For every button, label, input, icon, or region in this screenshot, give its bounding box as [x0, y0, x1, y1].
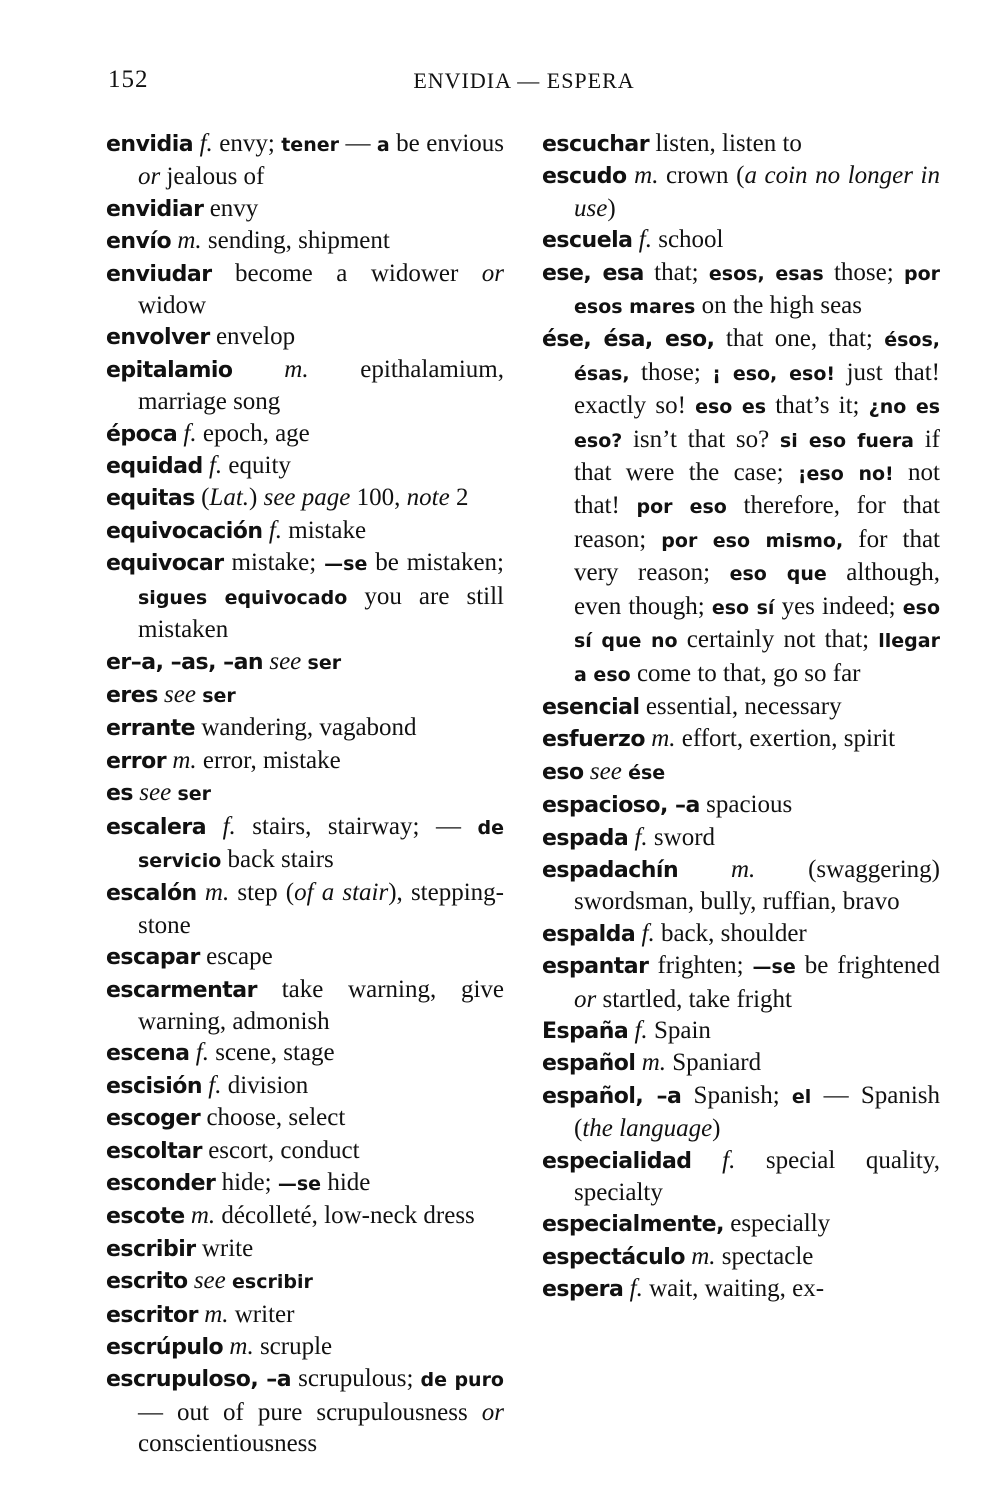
dictionary-entry [106, 777, 504, 810]
entry-headword: espectáculo [542, 1244, 685, 1270]
definition-text: back stairs [221, 845, 334, 873]
entry-headword: especialmente, [542, 1212, 724, 1238]
grammar-label: m. [177, 227, 202, 255]
dictionary-entry [106, 354, 504, 418]
phrase-term: —se [277, 1173, 322, 1195]
grammar-label: f. [638, 226, 652, 254]
grammar-label: the language [582, 1115, 713, 1143]
definition-text: envelop [209, 323, 296, 351]
definition-text: back, shoulder [654, 919, 807, 947]
definition-text: ) [712, 1115, 721, 1143]
definition-text: you are still mistaken [138, 582, 504, 644]
grammar-label: f. [268, 516, 283, 544]
dictionary-entry [542, 918, 940, 950]
definition-text: division [221, 1071, 309, 1099]
dictionary-entry [106, 1363, 504, 1459]
entry-headword: escisión [106, 1073, 203, 1099]
entry-headword: escalera [106, 814, 207, 840]
phrase-term: ¡eso no! [797, 463, 894, 486]
definition-text: conscientiousness [138, 1430, 318, 1458]
entry-headword: equitas [106, 486, 195, 512]
entry-headword: escarmentar [106, 977, 257, 1003]
definition-text: be envious [389, 130, 504, 157]
entry-headword: época [106, 421, 178, 447]
definition-text: become a widower [211, 259, 482, 287]
dictionary-entry [542, 822, 940, 854]
phrase-term: llegar a eso [574, 630, 940, 686]
phrase-term: ser [177, 783, 212, 806]
definition-text: epithalamium, marriage song [138, 355, 505, 416]
definition-text: — [338, 130, 377, 157]
dictionary-entry [106, 1102, 504, 1134]
definition-text: that’s it; [766, 392, 869, 420]
definition-text: that; [643, 258, 709, 286]
entry-headword: es [106, 781, 134, 807]
entry-headword: espada [542, 825, 629, 851]
grammar-label: see [193, 1267, 226, 1295]
definition-text [206, 813, 223, 840]
phrase-term: ése [628, 761, 666, 784]
definition-text: widow [138, 292, 207, 320]
dictionary-entry [542, 160, 940, 224]
definition-text: scrupulous; [291, 1365, 421, 1393]
grammar-label: m. [691, 1242, 716, 1270]
phrase-term: ¡ eso, eso! [712, 362, 836, 385]
dictionary-entry [106, 941, 504, 973]
grammar-label: f. [208, 452, 223, 480]
definition-text: ) [607, 194, 616, 222]
grammar-label: m. [634, 162, 659, 190]
running-title: ENVIDIA — ESPERA [413, 68, 635, 93]
definition-text: isn’t that so? [622, 425, 780, 453]
definition-text: jealous of [160, 163, 265, 191]
definition-text: step ( [229, 879, 295, 907]
grammar-label: or [481, 1398, 504, 1426]
dictionary-entry [542, 789, 940, 821]
entry-headword: escote [106, 1204, 185, 1230]
phrase-term: si eso fuera [779, 429, 915, 452]
entry-headword: envío [106, 229, 172, 255]
dictionary-entry [106, 225, 504, 257]
definition-text: décolleté, low-neck dress [215, 1202, 475, 1230]
grammar-label: or [481, 259, 504, 287]
dictionary-entry [106, 877, 504, 941]
phrase-term: el [791, 1085, 812, 1108]
dictionary-entry [106, 321, 504, 353]
grammar-label: f. [208, 1071, 222, 1099]
entry-headword: escoltar [106, 1138, 202, 1164]
grammar-label: m. [229, 1333, 254, 1361]
definition-text: write [195, 1234, 254, 1262]
entry-headword: enviudar [106, 261, 212, 287]
definition-text: frighten; [648, 952, 753, 980]
grammar-label: f. [629, 1275, 643, 1303]
definition-text [197, 879, 205, 906]
dictionary-entry [106, 547, 504, 645]
definition-text: Spanish; [681, 1081, 792, 1109]
definition-text: scruple [253, 1333, 333, 1361]
definition-text: error, mistake [196, 746, 341, 774]
dictionary-entry [106, 1265, 504, 1298]
grammar-label: or [574, 985, 597, 1013]
grammar-label: see page [263, 484, 351, 512]
phrase-term: por eso [636, 496, 727, 519]
dictionary-entry [542, 854, 940, 918]
definition-text: those; [629, 358, 713, 386]
phrase-term: de servicio [138, 816, 504, 872]
phrase-term: —se [324, 553, 368, 576]
definition-text: — out of pure scrupulousness [138, 1398, 482, 1426]
grammar-label: Lat. [209, 484, 250, 512]
entry-headword: esconder [106, 1171, 216, 1196]
entry-headword: espacioso, –a [542, 793, 700, 819]
entry-headword: eres [106, 682, 158, 708]
definition-text: mistake; [223, 549, 325, 577]
definition-text: yes indeed; [774, 592, 903, 620]
dictionary-entry [106, 1299, 504, 1331]
entry-headword: España [542, 1018, 629, 1044]
grammar-label: f. [195, 1039, 209, 1067]
phrase-term: ¿no es eso? [574, 396, 941, 452]
definition-text: on the high seas [695, 292, 862, 320]
definition-text: 2 [449, 484, 469, 512]
definition-text: escape [199, 943, 273, 971]
definition-text: envy [203, 194, 259, 222]
definition-text: epoch, age [196, 419, 310, 447]
grammar-label: m. [204, 1300, 229, 1328]
definition-text: escort, conduct [201, 1136, 360, 1164]
grammar-label: see [164, 680, 196, 708]
dictionary-entry [106, 258, 504, 322]
phrase-term: eso es [695, 396, 767, 419]
phrase-term: sigues equivocado [138, 586, 348, 609]
dictionary-entry [542, 323, 940, 690]
definition-text: scene, stage [208, 1039, 335, 1067]
grammar-label: f. [634, 1016, 648, 1044]
grammar-label: of a stair [294, 879, 389, 907]
definition-text [233, 356, 285, 383]
left-column [106, 128, 504, 1460]
phrase-term: por eso mismo, [661, 529, 844, 552]
definition-text: effort, exertion, spirit [675, 725, 896, 753]
page-header [108, 66, 940, 100]
entry-headword: equivocación [106, 518, 263, 544]
entry-headword: esfuerzo [542, 727, 645, 753]
dictionary-entry [106, 811, 504, 878]
entry-headword: escuela [542, 228, 633, 254]
grammar-label: note [406, 484, 450, 512]
dictionary-entry [106, 679, 504, 712]
dictionary-entry [106, 646, 504, 679]
right-column [542, 128, 940, 1306]
phrase-term: —se [752, 956, 796, 979]
dictionary-entry [542, 1208, 940, 1240]
definition-text: Spain [647, 1016, 711, 1044]
phrase-term: a [376, 134, 390, 156]
grammar-label: see [139, 779, 172, 807]
grammar-label: see [269, 647, 302, 675]
entry-headword: esencial [542, 694, 640, 720]
dictionary-entry [542, 691, 940, 723]
definition-text: mistake [282, 516, 367, 544]
definition-text: ), stepping-stone [138, 879, 504, 939]
grammar-label: f. [183, 419, 197, 447]
definition-text: 100, [350, 484, 407, 512]
definition-text: ( [194, 484, 210, 512]
definition-text [692, 1147, 723, 1174]
definition-text: startled, take fright [596, 985, 792, 1013]
definition-text: not that! [574, 459, 940, 520]
dictionary-entry [106, 1200, 504, 1232]
dictionary-entry [106, 450, 504, 482]
definition-text: stairs, stairway; — [235, 812, 478, 840]
grammar-label: f. [641, 919, 655, 947]
definition-text: writer [228, 1300, 295, 1328]
phrase-term: de puro [420, 1369, 504, 1392]
entry-headword: escritor [106, 1302, 198, 1328]
definition-text: wait, waiting, ex- [642, 1275, 825, 1303]
definition-text: if that were the case; [574, 425, 940, 487]
definition-text: special quality, specialty [574, 1146, 940, 1206]
definition-text: — Spanish ( [574, 1081, 940, 1143]
dictionary-entry [542, 1080, 940, 1145]
phrase-term: por esos mares [574, 262, 940, 319]
grammar-label: m. [204, 879, 230, 907]
definition-text: school [651, 226, 724, 254]
definition-text: for that very reason; [574, 525, 940, 587]
phrase-term: ser [307, 651, 342, 674]
dictionary-entry [542, 128, 940, 160]
grammar-label: m. [284, 355, 309, 383]
entry-headword: escoger [106, 1106, 201, 1132]
entry-headword: escapar [106, 945, 200, 971]
dictionary-entry [542, 224, 940, 256]
entry-headword: eso [542, 759, 584, 785]
grammar-label: m. [641, 1049, 666, 1077]
grammar-label: m. [172, 746, 197, 774]
definition-text: hide; [215, 1169, 278, 1196]
dictionary-entry [542, 723, 940, 755]
entry-headword: espalda [542, 921, 636, 947]
dictionary-entry [106, 1331, 504, 1363]
entry-headword: escrúpulo [106, 1335, 224, 1361]
dictionary-entry [106, 418, 504, 450]
definition-text: spectacle [715, 1242, 814, 1270]
definition-text: take warning, give warning, admonish [138, 975, 504, 1035]
entry-headword: especialidad [542, 1148, 692, 1174]
dictionary-entry [106, 193, 504, 225]
phrase-term: tener [281, 134, 339, 156]
dictionary-entry [542, 1047, 940, 1079]
entry-headword: escalón [106, 881, 197, 907]
phrase-term: escribir [232, 1271, 313, 1294]
grammar-label: see [589, 757, 622, 785]
dictionary-entry [542, 1273, 940, 1305]
dictionary-entry [106, 515, 504, 547]
dictionary-entry [542, 1241, 940, 1273]
entry-headword: error [106, 748, 167, 774]
dictionary-entry [542, 1015, 940, 1047]
dictionary-entry [106, 712, 504, 744]
entry-headword: espera [542, 1277, 624, 1303]
grammar-label: f. [722, 1146, 736, 1174]
phrase-term: ésos, ésas, [574, 329, 940, 385]
entry-headword: escuchar [542, 132, 650, 157]
definition-text: hide [321, 1169, 371, 1196]
entry-headword: escrupuloso, –a [106, 1367, 292, 1393]
dictionary-entry [542, 950, 940, 1015]
definition-text: be mistaken; [367, 549, 504, 577]
entry-headword: envolver [106, 325, 210, 351]
entry-headword: espadachín [542, 857, 679, 883]
definition-text: (swaggering) swordsman, bully, ruffian, bravo [574, 855, 940, 916]
definition-text: come to that, go so far [630, 659, 861, 687]
definition-text: ) [249, 484, 264, 512]
grammar-label: m. [730, 855, 756, 883]
entry-headword: escrito [106, 1269, 188, 1295]
entry-headword: español [542, 1051, 636, 1077]
entry-headword: español, –a [542, 1083, 682, 1109]
definition-text: be frightened [795, 952, 940, 980]
definition-text: spacious [699, 791, 793, 819]
definition-text: those; [823, 258, 904, 286]
dictionary-entry [542, 756, 940, 789]
entry-headword: er–a, –as, –an [106, 649, 264, 675]
definition-text: sword [647, 823, 716, 851]
definition-text: equity [222, 452, 291, 480]
definition-text: although, even though; [574, 559, 940, 620]
definition-text: that one, that; [714, 325, 885, 353]
grammar-label: a coin no longer in use [574, 162, 940, 222]
entry-headword: ése, ésa, eso, [542, 327, 715, 353]
definition-text: Spaniard [666, 1049, 762, 1077]
dictionary-entry [106, 1037, 504, 1069]
dictionary-entry [106, 128, 504, 193]
dictionary-entry [106, 1135, 504, 1167]
definition-text: just that! exactly so! [574, 358, 941, 420]
entry-headword: ese, esa [542, 260, 644, 286]
dictionary-entry [106, 745, 504, 777]
definition-text: crown ( [658, 162, 745, 190]
definition-text: sending, shipment [201, 227, 390, 255]
entry-headword: epitalamio [106, 357, 233, 383]
definition-text: listen, listen to [649, 130, 802, 157]
dictionary-entry [542, 257, 940, 324]
definition-text: envy; [212, 130, 282, 157]
entry-headword: errante [106, 716, 196, 742]
phrase-term: esos, esas [708, 262, 824, 285]
definition-text [678, 856, 731, 883]
entry-headword: espantar [542, 954, 649, 980]
phrase-term: ser [202, 684, 236, 707]
definition-text: therefore, for that reason; [574, 492, 940, 553]
grammar-label: m. [190, 1202, 216, 1230]
dictionary-entry [106, 1070, 504, 1102]
grammar-label: f. [222, 812, 236, 840]
entry-headword: envidia [106, 132, 194, 157]
grammar-label: f. [199, 130, 213, 157]
definition-text: wandering, vagabond [195, 714, 417, 742]
dictionary-entry [106, 482, 504, 514]
page-number: 152 [108, 66, 149, 93]
dictionary-entry [106, 1233, 504, 1265]
grammar-label: f. [634, 823, 648, 851]
entry-headword: escena [106, 1041, 190, 1067]
definition-text: especially [723, 1210, 831, 1238]
phrase-term: eso sí [711, 596, 775, 619]
entry-headword: equidad [106, 454, 203, 480]
entry-headword: envidiar [106, 196, 204, 222]
definition-text: choose, select [200, 1104, 346, 1132]
dictionary-entry [542, 1145, 940, 1209]
dictionary-entry [106, 1167, 504, 1200]
definition-text: essential, necessary [639, 692, 842, 720]
phrase-term: eso que [729, 563, 827, 586]
entry-headword: escudo [542, 164, 627, 190]
phrase-term: eso sí que no [574, 596, 940, 653]
dictionary-entry [106, 974, 504, 1038]
entry-headword: escribir [106, 1236, 196, 1262]
grammar-label: or [138, 163, 161, 191]
entry-headword: equivocar [106, 551, 224, 577]
grammar-label: m. [651, 725, 676, 753]
definition-text: certainly not that; [677, 626, 879, 654]
